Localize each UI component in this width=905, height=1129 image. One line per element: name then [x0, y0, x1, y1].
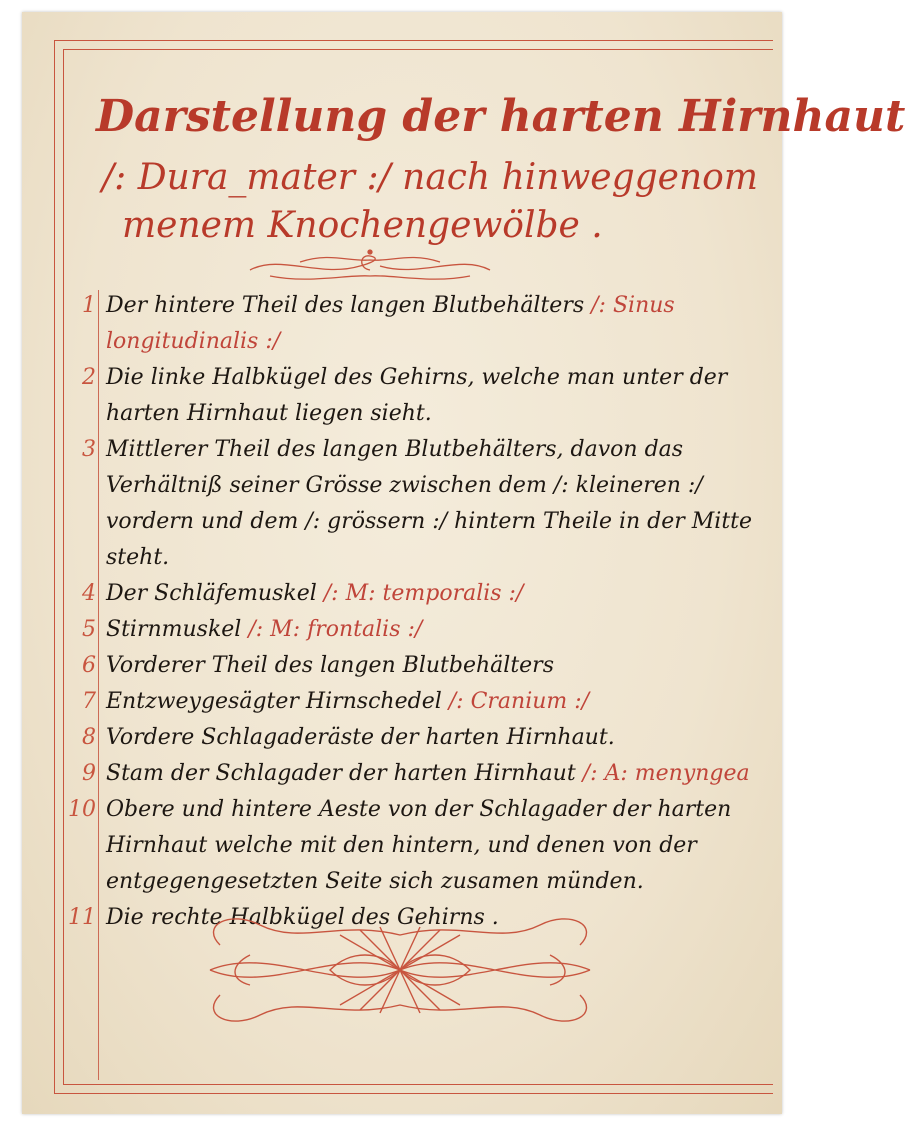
item-text: Vordere Schlagaderäste der harten Hirnhaut.	[106, 725, 615, 750]
item-number: 4	[82, 581, 96, 606]
item-latin-term: /: M: temporalis :/	[323, 581, 524, 606]
item-number: 1	[82, 293, 96, 318]
item-text: Der hintere Theil des langen Blutbehälters	[106, 293, 585, 318]
list-item	[62, 612, 762, 648]
item-number: 9	[82, 761, 96, 786]
item-text: Entzweygesägter Hirnschedel	[106, 689, 442, 714]
list-item	[62, 432, 762, 576]
list-item	[62, 648, 762, 684]
list-item	[62, 360, 762, 432]
item-number: 6	[82, 653, 96, 678]
item-text: Stirnmuskel	[106, 617, 242, 642]
legend-list	[62, 288, 762, 936]
item-text: Die rechte Halbkügel des Gehirns .	[106, 905, 499, 930]
item-latin-term: /: M: frontalis :/	[248, 617, 423, 642]
item-number: 5	[82, 617, 96, 642]
item-number: 11	[68, 905, 96, 930]
item-number: 2	[82, 365, 96, 390]
item-number: 3	[82, 437, 96, 462]
title-line-1: Darstellung der harten Hirnhaut	[96, 91, 905, 142]
item-text: Mittlerer Theil des langen Blutbehälters, davon das Verhältniß seiner Grösse zwischen dem /: kleineren :/ vordern und dem /: grössern :/ hintern Theile in der Mitte steht.	[106, 437, 753, 570]
item-text: Stam der Schlagader der harten Hirnhaut	[106, 761, 576, 786]
list-item	[62, 720, 762, 756]
item-number: 7	[82, 689, 96, 714]
item-text: Der Schläfemuskel	[106, 581, 317, 606]
item-latin-term: /: A: menyngea	[582, 761, 750, 786]
item-number: 8	[82, 725, 96, 750]
item-text: Die linke Halbkügel des Gehirns, welche man unter der harten Hirnhaut liegen sieht.	[106, 365, 728, 426]
title-flourish-ornament	[240, 248, 500, 288]
list-item	[62, 288, 762, 360]
list-item	[62, 792, 762, 900]
item-text: Vorderer Theil des langen Blutbehälters	[106, 653, 554, 678]
list-item	[62, 576, 762, 612]
bottom-calligraphic-ornament	[190, 905, 610, 1035]
page-title	[96, 80, 905, 250]
item-number: 10	[68, 797, 96, 822]
list-item	[62, 756, 762, 792]
item-text: Obere und hintere Aeste von der Schlagader der harten Hirnhaut welche mit den hintern, und denen von der entgegengesetzten Seite sich zusamen münden.	[106, 797, 732, 894]
item-latin-term: /: Cranium :/	[448, 689, 590, 714]
item-latin-term: /: Sinus longitudinalis :/	[106, 293, 675, 354]
list-item	[62, 684, 762, 720]
title-line-3: menem Knochengewölbe .	[122, 205, 603, 246]
title-line-2: /: Dura_mater :/ nach hinweggenom	[102, 157, 758, 198]
